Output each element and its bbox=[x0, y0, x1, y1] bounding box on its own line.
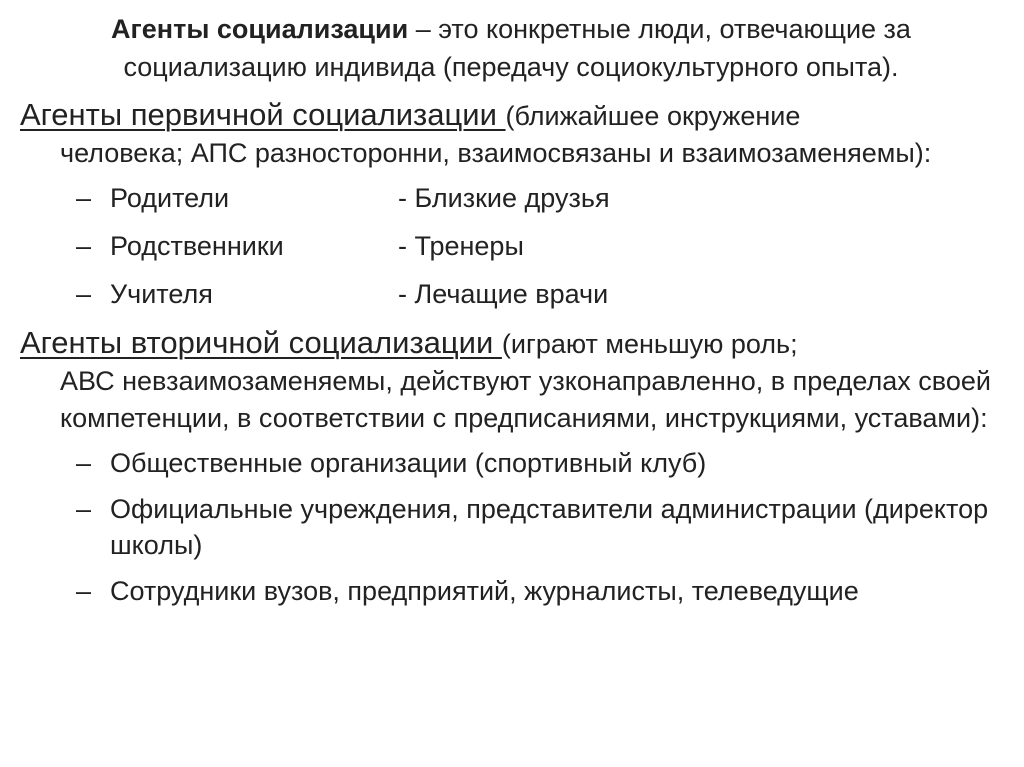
list-item bbox=[20, 573, 1010, 609]
intro-definition: – это конкретные люди, отвечающие за социализацию индивида (передачу социокультурного опыта). bbox=[123, 14, 911, 82]
primary-item-right: - Близкие друзья bbox=[398, 183, 610, 213]
primary-continuation: человека; АПС разносторонни, взаимосвязаны и взаимозаменяемы): bbox=[60, 138, 932, 168]
dash-bullet: – bbox=[76, 576, 92, 606]
dash-bullet: – bbox=[76, 279, 92, 309]
secondary-item-text: Сотрудники вузов, предприятий, журналисты, телеведущие bbox=[110, 576, 859, 606]
secondary-heading bbox=[20, 324, 1010, 363]
primary-item-right: - Тренеры bbox=[398, 231, 524, 261]
primary-item-left: Учителя bbox=[110, 279, 213, 309]
primary-item-left: Родственники bbox=[110, 231, 284, 261]
secondary-item-text: Общественные организации (спортивный клуб) bbox=[110, 448, 707, 478]
primary-list bbox=[20, 180, 1010, 312]
list-item bbox=[20, 228, 1010, 264]
primary-item-left: Родители bbox=[110, 183, 230, 213]
primary-note: (ближайшее окружение bbox=[505, 101, 801, 131]
dash-bullet: – bbox=[76, 448, 92, 478]
primary-section bbox=[20, 96, 1010, 312]
secondary-list bbox=[20, 445, 1010, 609]
secondary-continuation: АВС невзаимозаменяемы, действуют узконаправленно, в пределах своей компетенции, в соответствии с предписаниями, инструкциями, уставами): bbox=[60, 366, 991, 433]
secondary-title: Агенты вторичной социализации bbox=[20, 325, 502, 360]
secondary-note: (играют меньшую роль; bbox=[501, 329, 798, 359]
list-item bbox=[20, 276, 1010, 312]
secondary-section bbox=[20, 324, 1010, 609]
primary-item-right: - Лечащие врачи bbox=[398, 279, 609, 309]
dash-bullet: – bbox=[76, 494, 92, 524]
primary-title: Агенты первичной социализации bbox=[20, 97, 506, 132]
secondary-item-text: Официальные учреждения, представители администрации (директор школы) bbox=[110, 494, 989, 560]
intro-paragraph bbox=[31, 10, 991, 86]
dash-bullet: – bbox=[76, 231, 92, 261]
list-item bbox=[20, 491, 1010, 563]
dash-bullet: – bbox=[76, 183, 92, 213]
intro-term: Агенты социализации bbox=[111, 14, 409, 44]
primary-heading bbox=[20, 96, 1010, 135]
list-item bbox=[20, 445, 1010, 481]
list-item bbox=[20, 180, 1010, 216]
